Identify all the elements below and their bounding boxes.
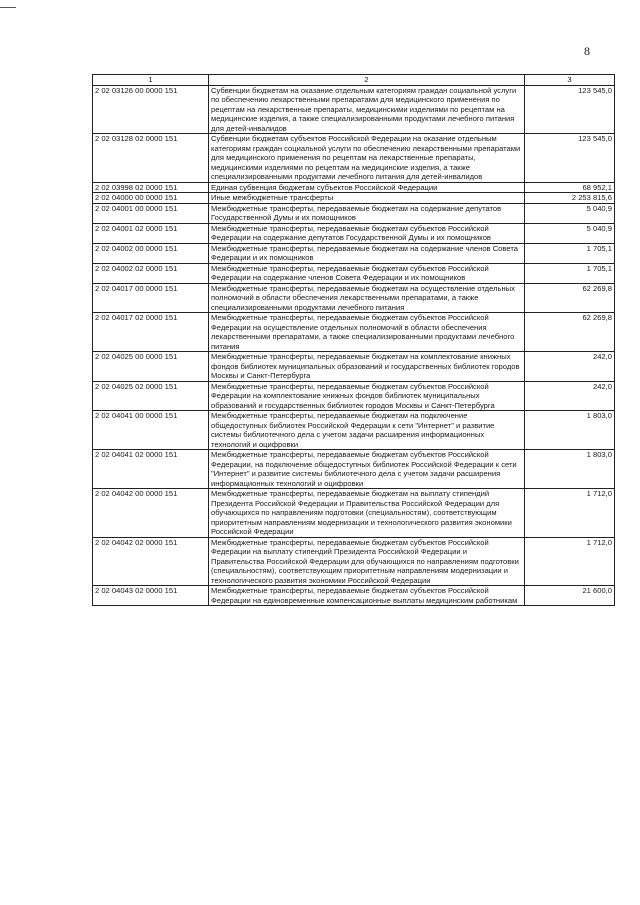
description-cell: Межбюджетные трансферты, передаваемые бюджетам субъектов Российской Федерации, на подключение общедоступных библиотек Российской Федерации к сети "Интернет" и развитие системы библиотечного дела с учетом задачи расширения информационных технологий и оцифровки <box>209 450 525 489</box>
budget-code-cell: 2 02 04017 00 0000 151 <box>93 283 209 313</box>
budget-code-cell: 2 02 04025 00 0000 151 <box>93 352 209 382</box>
amount-cell: 62 269,8 <box>525 313 615 352</box>
table-row <box>93 243 615 263</box>
amount-cell: 123 545,0 <box>525 85 615 134</box>
budget-code-cell: 2 02 03128 02 0000 151 <box>93 134 209 183</box>
budget-code-cell: 2 02 04041 02 0000 151 <box>93 450 209 489</box>
table-row <box>93 352 615 382</box>
header-col-3: 3 <box>525 75 615 86</box>
table-row <box>93 134 615 183</box>
table-row <box>93 283 615 313</box>
amount-cell: 68 952,1 <box>525 182 615 193</box>
table-row <box>93 223 615 243</box>
budget-code-cell: 2 02 04043 02 0000 151 <box>93 586 209 606</box>
table-row <box>93 489 615 538</box>
budget-code-cell: 2 02 04025 02 0000 151 <box>93 381 209 411</box>
table-row <box>93 313 615 352</box>
amount-cell: 1 803,0 <box>525 411 615 450</box>
budget-code-cell: 2 02 03126 00 0000 151 <box>93 85 209 134</box>
description-cell: Межбюджетные трансферты, передаваемые бюджетам на выплату стипендий Президента Российской Федерации и Правительства Российской Федерации для обучающихся по направлениям подготовки (специальностям), соответствующим приоритетным направлениям модернизации и технологического развития экономики Российской Федерации <box>209 489 525 538</box>
table-row <box>93 193 615 204</box>
budget-table <box>92 74 615 606</box>
description-cell: Межбюджетные трансферты, передаваемые бюджетам субъектов Российской Федерации на содержание членов Совета Федерации и их помощников <box>209 263 525 283</box>
table-row <box>93 586 615 606</box>
amount-cell: 1 712,0 <box>525 537 615 586</box>
description-cell: Межбюджетные трансферты, передаваемые бюджетам субъектов Российской Федерации на выплату стипендий Президента Российской Федерации и Правительства Российской Федерации для обучающихся по направлениям подготовки (специальностям), соответствующим приоритетным направлениям модернизации и технологического развития экономики Российской Федерации <box>209 537 525 586</box>
amount-cell: 21 600,0 <box>525 586 615 606</box>
amount-cell: 5 040,9 <box>525 223 615 243</box>
amount-cell: 242,0 <box>525 381 615 411</box>
budget-code-cell: 2 02 04042 02 0000 151 <box>93 537 209 586</box>
description-cell: Межбюджетные трансферты, передаваемые бюджетам субъектов Российской Федерации на осуществление отдельных полномочий в области обеспечения лекарственными препаратами, а также специализированными продуктами лечебного питания <box>209 313 525 352</box>
table-row <box>93 85 615 134</box>
header-col-2: 2 <box>209 75 525 86</box>
budget-code-cell: 2 02 04041 00 0000 151 <box>93 411 209 450</box>
amount-cell: 1 705,1 <box>525 243 615 263</box>
description-cell: Межбюджетные трансферты, передаваемые бюджетам на подключение общедоступных библиотек Российской Федерации к сети "Интернет" и развитие системы библиотечного дела с учетом задачи расширения информационных технологий и оцифровки <box>209 411 525 450</box>
table-row <box>93 450 615 489</box>
budget-code-cell: 2 02 04002 02 0000 151 <box>93 263 209 283</box>
description-cell: Иные межбюджетные трансферты <box>209 193 525 204</box>
table-row <box>93 411 615 450</box>
description-cell: Межбюджетные трансферты, передаваемые бюджетам на осуществление отдельных полномочий в области обеспечения лекарственными препаратами, а также специализированными продуктами лечебного питания <box>209 283 525 313</box>
table-row <box>93 182 615 193</box>
budget-code-cell: 2 02 04001 02 0000 151 <box>93 223 209 243</box>
budget-code-cell: 2 02 04042 00 0000 151 <box>93 489 209 538</box>
amount-cell: 123 545,0 <box>525 134 615 183</box>
budget-code-cell: 2 02 04002 00 0000 151 <box>93 243 209 263</box>
description-cell: Межбюджетные трансферты, передаваемые бюджетам на комплектование книжных фондов библиотек муниципальных образований и государственных библиотек городов Москвы и Санкт-Петербурга <box>209 352 525 382</box>
table-row <box>93 381 615 411</box>
description-cell: Межбюджетные трансферты, передаваемые бюджетам на содержание депутатов Государственной Думы и их помощников <box>209 203 525 223</box>
description-cell: Субвенции бюджетам субъектов Российской Федерации на оказание отдельным категориям граждан социальной услуги по обеспечению лекарственными препаратами для медицинского применения по рецептам на лекарственные препараты, медицинскими изделиями по рецептам на медицинские изделия, а также специализированными продуктами лечебного питания для детей-инвалидов <box>209 134 525 183</box>
amount-cell: 2 253 815,6 <box>525 193 615 204</box>
table-row <box>93 203 615 223</box>
amount-cell: 1 705,1 <box>525 263 615 283</box>
description-cell: Межбюджетные трансферты, передаваемые бюджетам на содержание членов Совета Федерации и их помощников <box>209 243 525 263</box>
budget-code-cell: 2 02 04001 00 0000 151 <box>93 203 209 223</box>
table-row <box>93 537 615 586</box>
description-cell: Единая субвенция бюджетам субъектов Российской Федерации <box>209 182 525 193</box>
amount-cell: 242,0 <box>525 352 615 382</box>
budget-code-cell: 2 02 03998 02 0000 151 <box>93 182 209 193</box>
amount-cell: 62 269,8 <box>525 283 615 313</box>
amount-cell: 1 712,0 <box>525 489 615 538</box>
description-cell: Межбюджетные трансферты, передаваемые бюджетам субъектов Российской Федерации на единовременные компенсационные выплаты медицинским работникам <box>209 586 525 606</box>
amount-cell: 1 803,0 <box>525 450 615 489</box>
page-number: 8 <box>584 44 590 58</box>
description-cell: Межбюджетные трансферты, передаваемые бюджетам субъектов Российской Федерации на содержание депутатов Государственной Думы и их помощников <box>209 223 525 243</box>
table-header-row <box>93 75 615 86</box>
corner-mark <box>0 7 16 8</box>
budget-code-cell: 2 02 04017 02 0000 151 <box>93 313 209 352</box>
header-col-1: 1 <box>93 75 209 86</box>
table-row <box>93 263 615 283</box>
amount-cell: 5 040,9 <box>525 203 615 223</box>
description-cell: Субвенции бюджетам на оказание отдельным категориям граждан социальной услуги по обеспечению лекарственными препаратами для медицинского применения по рецептам на лекарственные препараты, медицинскими изделиями по рецептам на медицинские изделия, а также специализированными продуктами лечебного питания для детей-инвалидов <box>209 85 525 134</box>
description-cell: Межбюджетные трансферты, передаваемые бюджетам субъектов Российской Федерации на комплектование книжных фондов библиотек муниципальных образований и государственных библиотек городов Москвы и Санкт-Петербурга <box>209 381 525 411</box>
budget-code-cell: 2 02 04000 00 0000 151 <box>93 193 209 204</box>
